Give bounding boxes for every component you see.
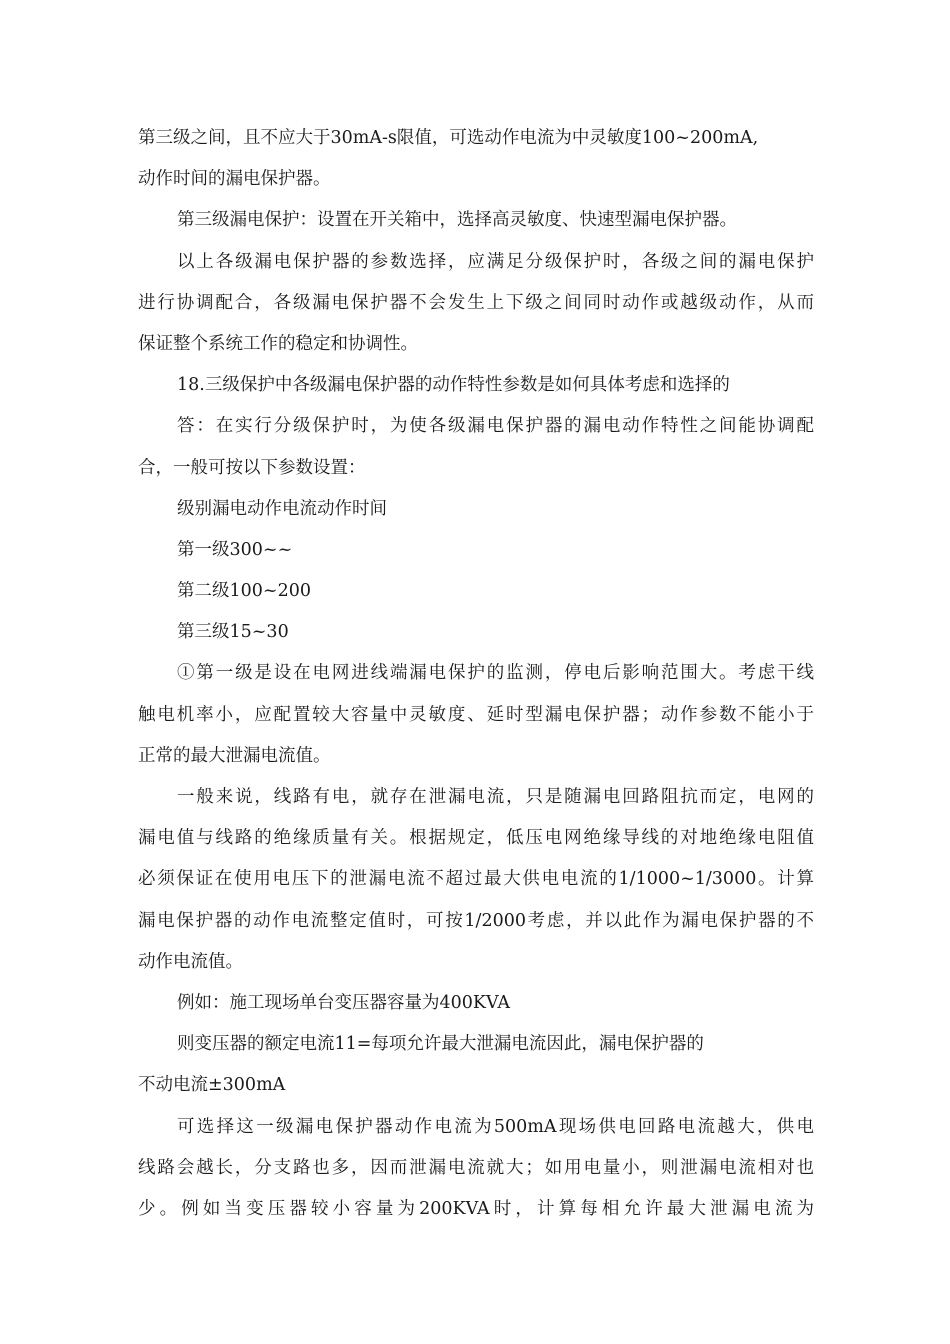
- level-three-line: 第三级15~30: [177, 622, 289, 643]
- table-header-line: 级别漏电动作电流动作时间: [177, 498, 387, 519]
- text-line-14: ①第一级是设在电网进线端漏电保护的监测，停电后影响范围大。考虑干线: [177, 663, 814, 684]
- text-line-25: 可选择这一级漏电保护器动作电流为500mA现场供电回路电流越大，供电: [177, 1116, 814, 1137]
- level-two-line: 第二级100~200: [177, 581, 311, 602]
- text-line-9: 合，一般可按以下参数设置：: [138, 457, 366, 478]
- level-one-line: 第一级300~~: [177, 539, 293, 560]
- text-line-16: 正常的最大泄漏电流值。: [138, 745, 331, 766]
- text-line-2: 动作时间的漏电保护器。: [138, 169, 331, 190]
- text-line-18: 漏电值与线路的绝缘质量有关。根据规定，低压电网绝缘导线的对地绝缘电阻值: [138, 828, 814, 849]
- question-heading: 18.三级保护中各级漏电保护器的动作特性参数是如何具体考虑和选择的: [177, 375, 730, 396]
- text-line-23: 则变压器的额定电流11=每项允许最大泄漏电流因此，漏电保护器的: [177, 1034, 704, 1055]
- text-line-26: 线路会越长，分支路也多，因而泄漏电流就大；如用电量小，则泄漏电流相对也: [138, 1157, 814, 1178]
- text-line-5: 进行协调配合，各级漏电保护器不会发生上下级之间同时动作或越级动作，从而: [138, 292, 814, 313]
- text-line-6: 保证整个系统工作的稳定和协调性。: [138, 333, 418, 354]
- text-line-1: 第三级之间，且不应大于30mA-s限值，可选动作电流为中灵敏度100~200mA,: [138, 128, 759, 148]
- text-line-27: 少。例如当变压器较小容量为200KVA时，计算每相允许最大泄漏电流为: [138, 1198, 814, 1219]
- text-line-19: 必须保证在使用电压下的泄漏电流不超过最大供电电流的1/1000~1/3000。计算: [138, 869, 814, 890]
- example-line: 例如：施工现场单台变压器容量为400KVA: [177, 992, 511, 1013]
- text-line-15: 触电机率小，应配置较大容量中灵敏度、延时型漏电保护器；动作参数不能小于: [138, 704, 814, 725]
- text-line-24: 不动电流±300mA: [138, 1075, 286, 1096]
- text-line-21: 动作电流值。: [138, 951, 243, 972]
- text-line-3: 第三级漏电保护：设置在开关箱中，选择高灵敏度、快速型漏电保护器。: [177, 210, 737, 231]
- document-body: [138, 118, 814, 1230]
- text-line-4: 以上各级漏电保护器的参数选择，应满足分级保护时，各级之间的漏电保护: [177, 251, 814, 272]
- text-line-8: 答：在实行分级保护时，为使各级漏电保护器的漏电动作特性之间能协调配: [177, 416, 814, 437]
- text-line-17: 一般来说，线路有电，就存在泄漏电流，只是随漏电回路阻抗而定，电网的: [177, 787, 814, 807]
- text-line-20: 漏电保护器的动作电流整定值时，可按1/2000考虑，并以此作为漏电保护器的不: [138, 910, 814, 931]
